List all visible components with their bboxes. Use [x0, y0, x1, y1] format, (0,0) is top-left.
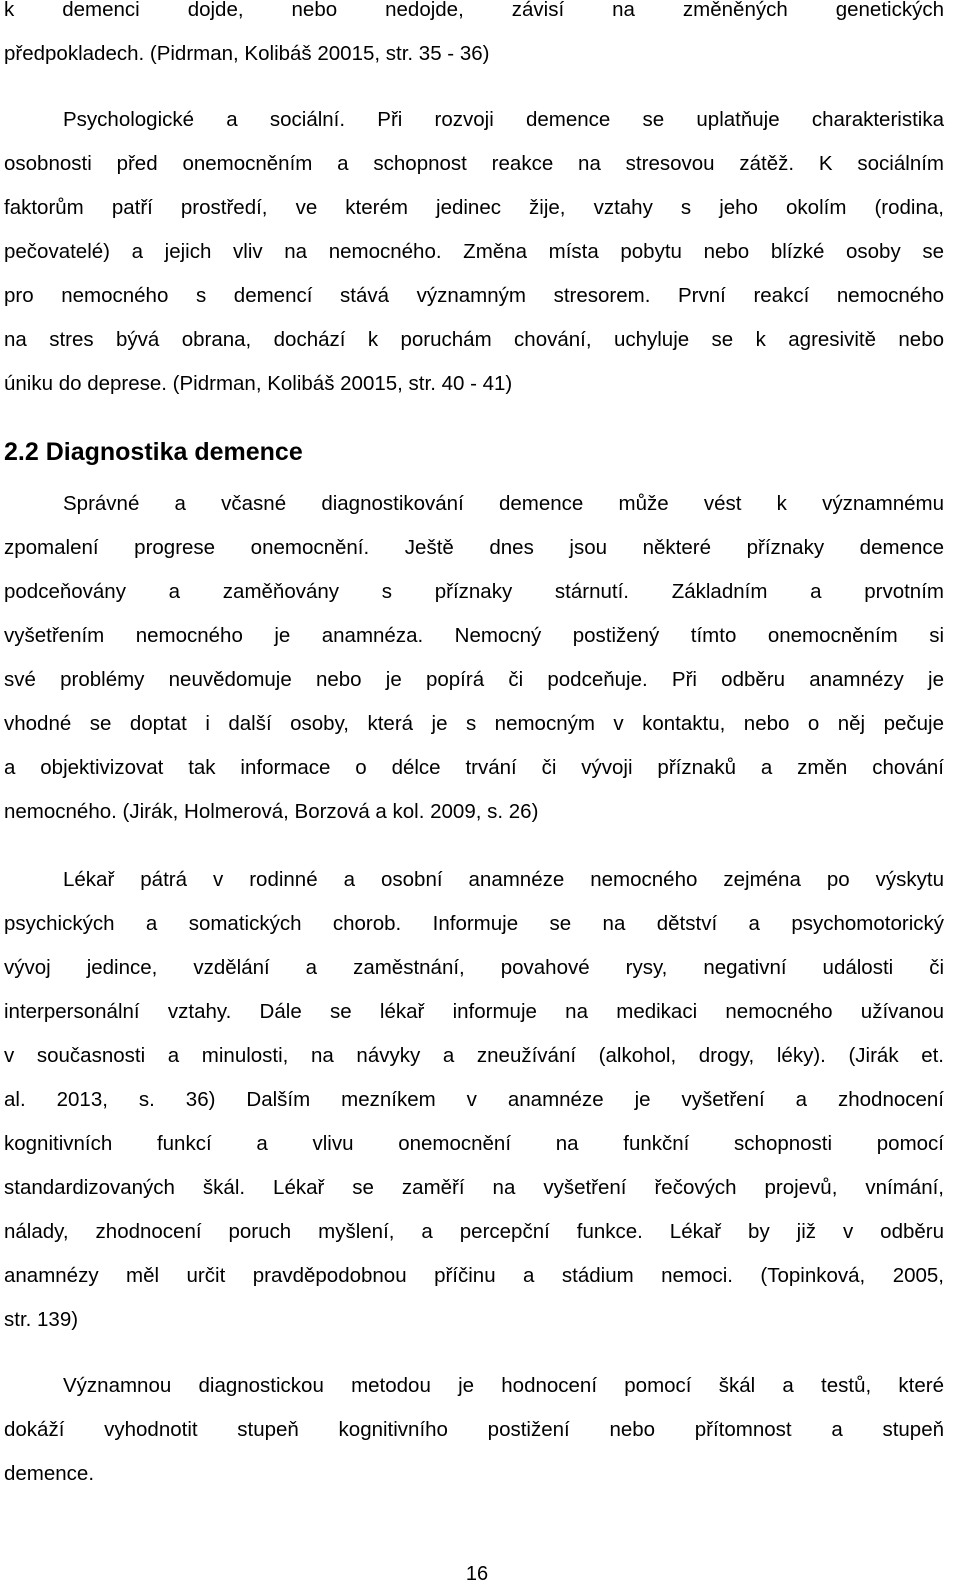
text-line: dokáží vyhodnotit stupeň kognitivního postižení nebo přítomnost a stupeň: [4, 1418, 944, 1441]
text-line: úniku do deprese. (Pidrman, Kolibáš 20015, str. 40 - 41): [4, 372, 513, 395]
text-line: na stres bývá obrana, dochází k poruchám chování, uchyluje se k agresivitě nebo: [4, 328, 944, 351]
text-line: anamnézy měl určit pravděpodobnou příčinu a stádium nemoci. (Topinková, 2005,: [4, 1264, 944, 1287]
text-line: Významnou diagnostickou metodou je hodnocení pomocí škál a testů, které: [63, 1374, 944, 1397]
text-line: vhodné se doptat i další osoby, která je s nemocným v kontaktu, nebo o něj pečuje: [4, 712, 944, 735]
text-line: zpomalení progrese onemocnění. Ještě dnes jsou některé příznaky demence: [4, 536, 944, 559]
text-line: podceňovány a zaměňovány s příznaky stárnutí. Základním a prvotním: [4, 580, 944, 603]
text-line: faktorům patří prostředí, ve kterém jedinec žije, vztahy s jeho okolím (rodina,: [4, 196, 944, 219]
section-heading: 2.2 Diagnostika demence: [4, 438, 303, 466]
text-line: kognitivních funkcí a vlivu onemocnění na funkční schopnosti pomocí: [4, 1132, 944, 1155]
text-line: vyšetřením nemocného je anamnéza. Nemocný postižený tímto onemocněním si: [4, 624, 944, 647]
text-line: předpokladech. (Pidrman, Kolibáš 20015, str. 35 - 36): [4, 42, 490, 65]
text-line: interpersonální vztahy. Dále se lékař informuje na medikaci nemocného užívanou: [4, 1000, 944, 1023]
text-line: nemocného. (Jirák, Holmerová, Borzová a kol. 2009, s. 26): [4, 800, 539, 823]
text-line: al. 2013, s. 36) Dalším mezníkem v anamnéze je vyšetření a zhodnocení: [4, 1088, 944, 1111]
text-line: standardizovaných škál. Lékař se zaměří na vyšetření řečových projevů, vnímání,: [4, 1176, 944, 1199]
text-line: Psychologické a sociální. Při rozvoji demence se uplatňuje charakteristika: [63, 108, 944, 131]
text-line: pro nemocného s demencí stává významným stresorem. První reakcí nemocného: [4, 284, 944, 307]
text-line: pečovatelé) a jejich vliv na nemocného. Změna místa pobytu nebo blízké osoby se: [4, 240, 944, 263]
text-line: k demenci dojde, nebo nedojde, závisí na změněných genetických: [4, 0, 944, 21]
text-line: psychických a somatických chorob. Informuje se na dětství a psychomotorický: [4, 912, 944, 935]
text-line: demence.: [4, 1462, 95, 1485]
page-number: 16: [465, 1563, 489, 1585]
text-line: osobnosti před onemocněním a schopnost reakce na stresovou zátěž. K sociálním: [4, 152, 944, 175]
text-line: Správné a včasné diagnostikování demence může vést k významnému: [63, 492, 944, 515]
text-line: své problémy neuvědomuje nebo je popírá či podceňuje. Při odběru anamnézy je: [4, 668, 944, 691]
text-line: vývoj jedince, vzdělání a zaměstnání, povahové rysy, negativní události či: [4, 956, 944, 979]
text-line: a objektivizovat tak informace o délce trvání či vývoji příznaků a změn chování: [4, 756, 944, 779]
text-line: Lékař pátrá v rodinné a osobní anamnéze nemocného zejména po výskytu: [63, 868, 944, 891]
text-line: v současnosti a minulosti, na návyky a zneužívání (alkohol, drogy, léky). (Jirák et.: [4, 1044, 944, 1067]
text-line: nálady, zhodnocení poruch myšlení, a percepční funkce. Lékař by již v odběru: [4, 1220, 944, 1243]
text-line: str. 139): [4, 1308, 79, 1331]
